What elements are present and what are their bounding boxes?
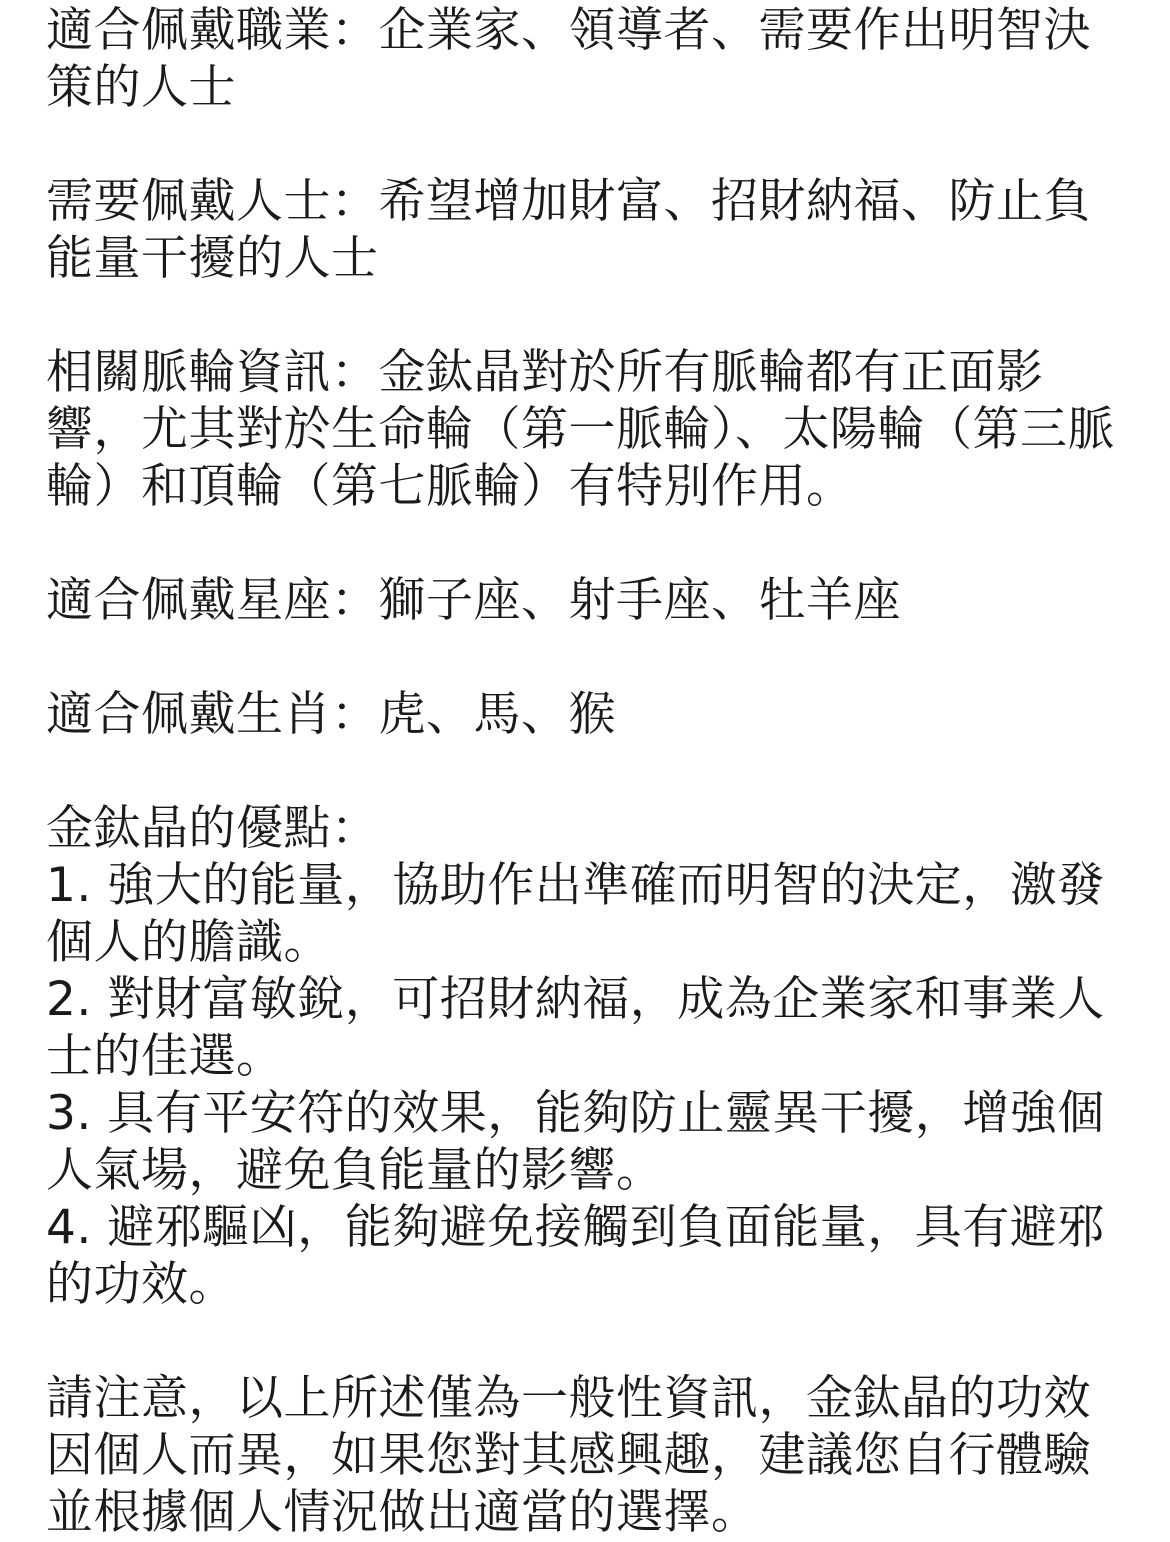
advantage-item-1: 1. 強大的能量，協助作出準確而明智的決定，激發個人的膽識。 <box>46 858 1105 970</box>
needed-by-paragraph: 需要佩戴人士：希望增加財富、招財納福、防止負能量干擾的人士 <box>46 174 1091 286</box>
advantage-item-2: 2. 對財富敏銳，可招財納福，成為企業家和事業人士的佳選。 <box>46 972 1105 1084</box>
advantages-heading: 金鈦晶的優點： <box>46 801 379 856</box>
advantage-item-4: 4. 避邪驅凶，能夠避免接觸到負面能量，具有避邪的功效。 <box>46 1200 1105 1312</box>
advantage-item-3: 3. 具有平安符的效果，能夠防止靈異干擾，增強個人氣場，避免負能量的影響。 <box>46 1086 1105 1198</box>
disclaimer-paragraph: 請注意，以上所述僅為一般性資訊，金鈦晶的功效因個人而異，如果您對其感興趣，建議您自行體驗並根據個人情況做出適當的選擇。 <box>46 1371 1091 1540</box>
post-body <box>46 2 1130 1541</box>
advantages-list <box>46 800 1130 1313</box>
zodiac-paragraph: 適合佩戴星座：獅子座、射手座、牡羊座 <box>46 573 901 628</box>
occupation-paragraph: 適合佩戴職業：企業家、領導者、需要作出明智決策的人士 <box>46 3 1091 115</box>
chakra-paragraph: 相關脈輪資訊：金鈦晶對於所有脈輪都有正面影響，尤其對於生命輪（第一脈輪）、太陽輪（第三脈輪）和頂輪（第七脈輪）有特別作用。 <box>46 345 1115 514</box>
chinese-zodiac-paragraph: 適合佩戴生肖：虎、馬、猴 <box>46 687 616 742</box>
